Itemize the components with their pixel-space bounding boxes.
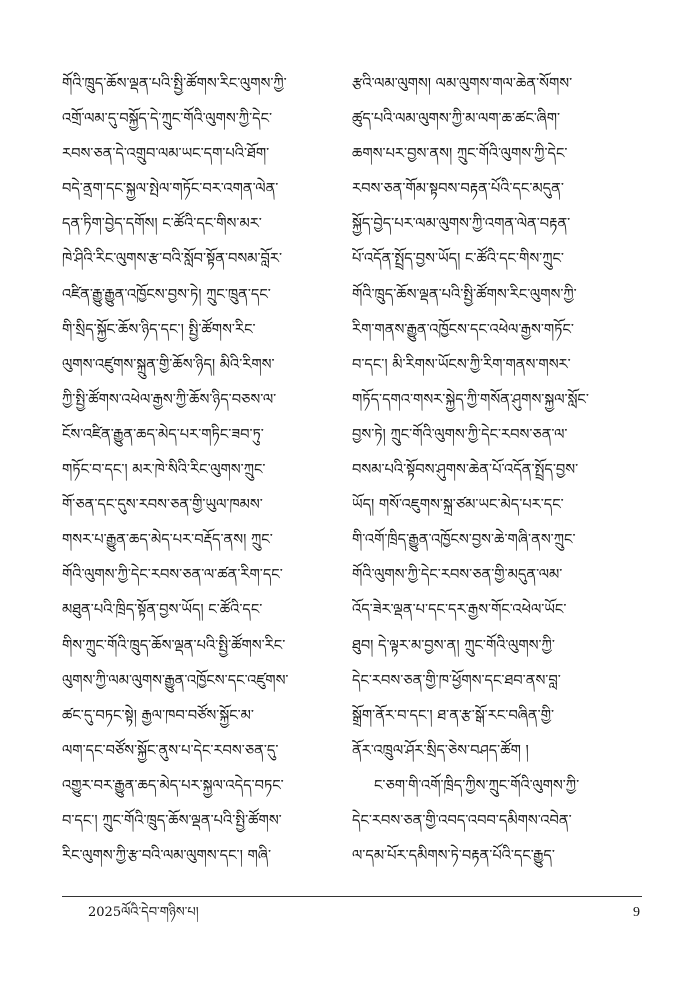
text-line: སྒྲོག་ནོར་བ་དང་། ཐ་ན་རྩ་སྒོ་རང་བཞིན་གྱི་: [352, 706, 555, 724]
left-text-column: [62, 66, 354, 873]
text-line: སྐྱོད་བྱེད་པར་ལམ་ལུགས་ཀྱི་འགན་ལེན་བརྟན་: [352, 215, 571, 233]
page-number: 9: [633, 905, 640, 920]
text-line: གི་སྲིད་སྐྱོང་ཆོས་ཉིད་དང་། སྤྱི་ཚོགས་རིང་: [62, 320, 256, 338]
text-line: བ་དང་། མི་རིགས་ཡོངས་ཀྱི་རིག་གནས་གསར་: [352, 355, 571, 373]
text-line: ཆགས་པར་བྱས་ནས། ཀྲུང་གོའི་ལུགས་ཀྱི་དེང་: [352, 145, 568, 163]
text-line: པོ་འདོན་སྤྲོད་བྱས་ཡོད། ང་ཚོའི་དང་གིས་ཀྲུང་: [352, 250, 564, 268]
text-line: འཛིན་རྒྱུ་རྒྱུན་འཁྱོངས་བྱས་ཏེ། ཀྲུང་ཁྲུན་དང་: [62, 285, 271, 303]
text-line: དན་ཏིག་བྱེད་དགོས། ང་ཚོའི་དང་གིས་མར་: [62, 215, 262, 233]
text-line: ལ་དམ་པོར་དམིགས་ཏེ་བརྟན་པོའི་དང་རྒྱུད་: [352, 847, 555, 865]
text-line: འགྲོ་ལམ་དུ་བསྐྱོད་དེ་ཀྲུང་གོའི་ལུགས་ཀྱི་དེང་: [62, 110, 273, 128]
text-line: ལག་དང་བཙོས་སྐྱོང་ནུས་པ་དེང་རབས་ཅན་དུ་: [62, 741, 279, 759]
text-line: འགྱུར་བར་རྒྱུན་ཆད་མེད་པར་སྐྱལ་འདེད་བཏང་: [62, 776, 284, 794]
text-line: རིང་ལུགས་ཀྱི་རྩ་བའི་ལམ་ལུགས་དང་། གཞི་: [62, 847, 272, 865]
text-line: དེང་རབས་ཅན་གྱི་འབད་འབབ་དམིགས་འབེན་: [352, 811, 572, 829]
footer-issue-label: 2025ལོའི་དེབ་གཉིས་པ།: [88, 905, 199, 920]
text-line: གོའི་ལུགས་ཀྱི་དེང་རབས་ཅན་ལ་ཚན་རིག་དང་: [62, 566, 283, 584]
text-line: ནོར་འཁྲུལ་ཤོར་སྲིད་ཅེས་བཤད་ཚོག །: [352, 741, 529, 759]
text-line: གོ་ཅན་དང་དུས་རབས་ཅན་གྱི་ཡུལ་ཁམས་: [62, 496, 263, 514]
text-line: གི་འགོ་ཁྲིད་རྒྱུན་འཁྱོངས་བྱས་ཆེ་གཞི་ནས་ཀྲུང་: [352, 531, 576, 549]
text-line: བདེ་ནྲག་དང་སྐྱལ་སྤེལ་གཏོང་བར་འགན་ལེན་: [62, 180, 279, 198]
text-line: ཡོད། གསོ་འཇུགས་སྐྲ་ཙམ་ཡང་མེད་པར་དང་: [352, 496, 564, 514]
text-line: བ་དང་། ཀྲུང་གོའི་ཁྲུད་ཆོས་ལྡན་པའི་སྤྱི་ཚོགས་: [62, 811, 282, 829]
text-line: གཏོད་དགའ་གསར་སྐྱེད་ཀྱི་གསོན་ཤུགས་སྐྱལ་སློང་: [352, 390, 589, 408]
text-line: བསམ་པའི་སྟོབས་ཤུགས་ཆེན་པོ་འདོན་སྤྲོད་བྱས་: [352, 461, 579, 479]
text-line: ང་ཅག་གི་འགོ་ཁྲིད་ཀྱིས་ཀྲུང་གོའི་ལུགས་ཀྱི་: [374, 776, 580, 794]
text-line: གཏོང་བ་དང་། མར་ཁེ་སིའི་རིང་ལུགས་ཀྲུང་: [62, 461, 266, 479]
text-line: གསར་པ་རྒྱུན་ཆད་མེད་པར་བརྡོད་ནས། ཀྲུང་: [62, 531, 273, 549]
text-line: གོའི་ཁྲུད་ཆོས་ལྡན་པའི་སྤྱི་ཚོགས་རིང་ལུགས་ཀྱི་: [352, 285, 577, 303]
text-line: ཁེ་ཤིའི་རིང་ལུགས་རྩ་བའི་སློབ་སྟོན་བསམ་བློར་: [62, 250, 283, 268]
text-line: གོའི་ཁྲུད་ཆོས་ལྡན་པའི་སྤྱི་ཚོགས་རིང་ལུགས་ཀྱི་: [62, 75, 287, 92]
footer-divider: [62, 896, 642, 897]
text-line: ཚུད་པའི་ལམ་ལུགས་ཀྱི་མ་ལག་ཆ་ཚང་ཞིག་: [352, 110, 561, 128]
right-text-column: [352, 66, 642, 873]
text-line: རྩའི་ལམ་ལུགས། ལམ་ལུགས་གལ་ཆེན་སོགས་: [352, 75, 573, 92]
text-line: གིས་ཀྲུང་གོའི་ཁྲུད་ཆོས་ལྡན་པའི་སྤྱི་ཚོགས་རིང་: [62, 636, 286, 654]
text-line: བྱས་ཏེ། ཀྲུང་གོའི་ལུགས་ཀྱི་དེང་རབས་ཅན་ལ་: [352, 425, 568, 443]
text-line: ཚང་དུ་བཏང་སྟེ། རྒྱལ་ཁབ་བཙོས་སྐྱོང་མ་: [62, 706, 254, 724]
text-line: རིག་གནས་རྒྱུན་འཁྱོངས་དང་འཕེལ་རྒྱས་གཏོང་: [352, 320, 574, 338]
text-line: འོད་ཟེར་ལྡན་པ་དང་དར་རྒྱས་གོང་འཕེལ་ཡོང་: [352, 601, 567, 619]
text-line: གོའི་ལུགས་ཀྱི་དེང་རབས་ཅན་གྱི་མདུན་ལམ་: [352, 566, 563, 584]
text-line: ཀྱི་སྤྱི་ཚོགས་འཕེལ་རྒྱས་ཀྱི་ཆོས་ཉིད་བཅས་ལ་: [62, 390, 277, 408]
text-line: དེང་རབས་ཅན་གྱི་ཁ་ཕྱོགས་དང་ཐབ་ནས་བླ་: [352, 671, 561, 689]
text-line: ངོས་འཛིན་རྒྱུན་ཆད་མེད་པར་གཏིང་ཟབ་ཏུ་: [62, 425, 264, 443]
text-line: རབས་ཅན་དེ་འགྲུབ་ལམ་ཡང་དག་པའི་ཐོག་: [62, 145, 270, 163]
text-line: ཐུབ། དེ་ལྟར་མ་བྱས་ན། ཀྲུང་གོའི་ལུགས་ཀྱི་: [352, 636, 555, 654]
text-line: རབས་ཅན་གོམ་སྟབས་བརྟན་པོའི་དང་མདུན་: [352, 180, 564, 198]
text-line: ལུགས་འཛུགས་སྐྲུན་གྱི་ཆོས་ཉིད། མིའི་རིགས་: [62, 355, 275, 373]
text-line: མཐུན་པའི་ཁྲིད་སྟོན་བྱས་ཡོད། ང་ཚོའི་དང་: [62, 601, 263, 619]
text-line: ལུགས་ཀྱི་ལམ་ལུགས་རྒྱུན་འཁྱོངས་དང་འཛུགས་: [62, 671, 289, 689]
